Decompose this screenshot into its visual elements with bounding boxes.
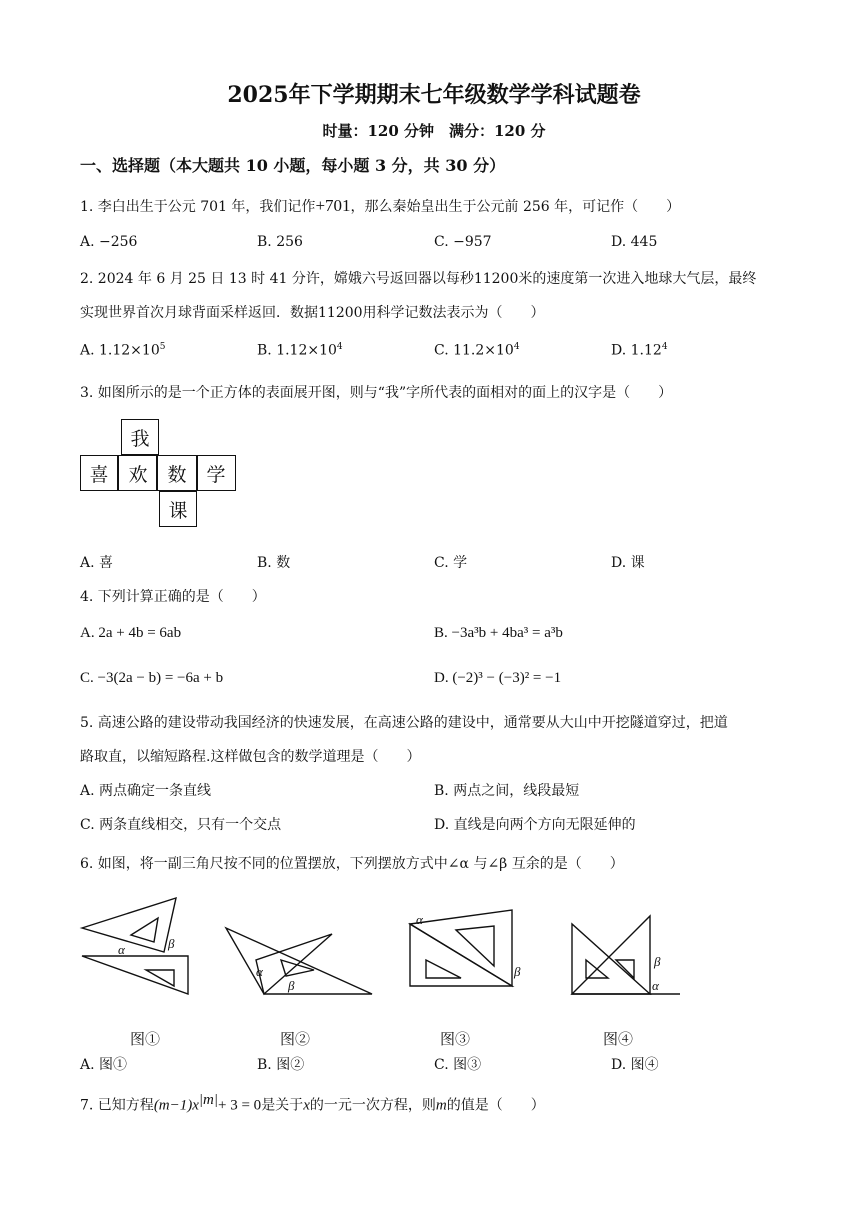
- fig4-caption: 图④: [603, 1030, 634, 1048]
- fig1-beta-label: β: [168, 936, 175, 951]
- q4-d-text: D. (−2)³ − (−3)² = −1: [434, 670, 562, 686]
- q2-line-2: 实现世界首次月球背面采样返回．数据11200用科学记数法表示为（ ）: [80, 305, 545, 321]
- q1-option-a[interactable]: A. −256: [80, 234, 138, 250]
- q1-stem-a: 1. 李白出生于公元 701 年，我们记作: [80, 199, 316, 215]
- q4-option-b[interactable]: [434, 625, 563, 642]
- q2-c-exp: 4: [513, 342, 520, 352]
- fig1-alpha-label: α: [118, 942, 125, 957]
- question-7: [80, 1092, 545, 1115]
- fig4-triangle-b: [572, 916, 650, 994]
- fig1-upper-hole: [131, 918, 158, 942]
- q1-option-c[interactable]: C. −957: [434, 234, 492, 250]
- fig2-alpha-label: α: [256, 964, 263, 979]
- q3-option-c[interactable]: C. 学: [434, 555, 468, 571]
- triangle-figures: [76, 890, 686, 1002]
- q4-stem: 4. 下列计算正确的是（ ）: [80, 589, 266, 605]
- q7-stem-d: 的值是（ ）: [446, 1097, 545, 1114]
- q7-var-m: m: [435, 1097, 447, 1114]
- q2-option-a[interactable]: [80, 342, 165, 359]
- q3-option-b[interactable]: B. 数: [257, 555, 291, 571]
- q3-option-d[interactable]: D. 课: [611, 555, 645, 571]
- page-title: 2025年下学期期末七年级数学学科试题卷: [227, 82, 641, 108]
- q2-c-text: C. 11.2×10: [434, 342, 514, 359]
- q1-stem-b: +701: [315, 196, 351, 215]
- fig1-caption: 图①: [130, 1030, 161, 1048]
- q2-d-text: D. 1.12: [611, 342, 662, 359]
- q5-option-d[interactable]: D. 直线是向两个方向无限延伸的: [434, 817, 636, 833]
- q4-option-d[interactable]: [434, 670, 561, 687]
- q6-option-c[interactable]: C. 图③: [434, 1057, 482, 1073]
- q5-option-c[interactable]: C. 两条直线相交，只有一个交点: [80, 817, 282, 833]
- net-face-huan: 欢: [118, 455, 158, 491]
- q7-var-x: x: [303, 1097, 310, 1114]
- q5-option-b[interactable]: B. 两点之间，线段最短: [434, 783, 580, 799]
- q6-stem: 6. 如图，将一副三角尺按不同的位置摆放，下列摆放方式中∠α 与∠β 互余的是（ ）: [80, 856, 624, 872]
- q7-stem-b: 是关于: [261, 1097, 304, 1114]
- q1-stem-c: ，那么秦始皇出生于公元前 256 年，可记作（ ）: [350, 199, 681, 215]
- fig1-upper-triangle: [82, 898, 176, 952]
- q5-line-1: 5. 高速公路的建设带动我国经济的快速发展，在高速公路的建设中，通常要从大山中开挖隧道穿过，把道: [80, 715, 728, 731]
- q2-a-exp: 5: [159, 342, 166, 352]
- q7-stem-a: 7. 已知方程: [80, 1097, 154, 1114]
- fig2-beta-label: β: [288, 978, 295, 993]
- fig2-hole: [281, 960, 314, 976]
- fig3-beta-label: β: [514, 964, 521, 979]
- net-face-xi: 喜: [80, 455, 118, 491]
- q2-option-d[interactable]: [611, 342, 668, 359]
- q6-option-d[interactable]: D. 图④: [611, 1057, 659, 1073]
- fig3-hole-b: [456, 926, 494, 966]
- q6-option-a[interactable]: A. 图①: [80, 1057, 128, 1073]
- fig4-hole-b: [616, 960, 634, 978]
- net-face-shu: 数: [156, 455, 198, 491]
- net-face-wo: 我: [121, 419, 159, 455]
- q4-option-a[interactable]: [80, 625, 181, 642]
- q2-option-c[interactable]: [434, 342, 520, 359]
- fig2-triangle-a: [226, 928, 372, 994]
- fig3-hole-a: [426, 960, 461, 978]
- q4-a-text: A. 2a + 4b = 6ab: [80, 625, 182, 641]
- fig4-hole-a: [586, 960, 608, 978]
- exam-info: 时量：120 分钟 满分：120 分: [322, 122, 546, 140]
- q5-option-a[interactable]: A. 两点确定一条直线: [80, 783, 212, 799]
- q6-option-b[interactable]: B. 图②: [257, 1057, 305, 1073]
- fig3-alpha-label: α: [416, 912, 423, 927]
- q7-equation-rest: + 3 = 0: [218, 1097, 262, 1114]
- net-face-xue: 学: [196, 455, 236, 491]
- q4-b-text: B. −3a³b + 4ba³ = a³b: [434, 625, 563, 641]
- q2-a-text: A. 1.12×10: [80, 342, 160, 359]
- fig4-beta-label: β: [654, 954, 661, 969]
- q2-b-exp: 4: [336, 342, 343, 352]
- q7-equation: (m−1)x: [153, 1097, 199, 1114]
- q4-option-c[interactable]: [80, 670, 223, 687]
- fig2-caption: 图②: [280, 1030, 311, 1048]
- q2-d-exp: 4: [661, 342, 668, 352]
- fig1-lower-triangle: [82, 956, 188, 994]
- fig4-alpha-label: α: [652, 978, 659, 993]
- net-face-ke: 课: [159, 491, 197, 527]
- question-1: [80, 196, 680, 216]
- section-heading: 一、选择题（本大题共 10 小题，每小题 3 分，共 30 分）: [80, 156, 506, 175]
- q1-option-b[interactable]: B. 256: [257, 234, 303, 250]
- q2-line-1: 2. 2024 年 6 月 25 日 13 时 41 分许，嫦娥六号返回器以每秒11200米的速度第一次进入地球大气层，最终: [80, 271, 757, 287]
- q7-exponent: |m|: [198, 1092, 219, 1108]
- fig4-triangle-a: [572, 924, 650, 994]
- fig3-caption: 图③: [440, 1030, 471, 1048]
- q3-stem: 3. 如图所示的是一个正方体的表面展开图，则与“我”字所代表的面相对的面上的汉字是（ ）: [80, 385, 673, 401]
- q2-b-text: B. 1.12×10: [257, 342, 337, 359]
- q2-option-b[interactable]: [257, 342, 343, 359]
- q5-line-2: 路取直，以缩短路程.这样做包含的数学道理是（ ）: [80, 749, 421, 765]
- q1-option-d[interactable]: D. 445: [611, 234, 658, 250]
- q4-c-text: C. −3(2a − b) = −6a + b: [80, 670, 224, 686]
- q3-option-a[interactable]: A. 喜: [80, 555, 114, 571]
- q7-stem-c: 的一元一次方程，则: [309, 1097, 436, 1114]
